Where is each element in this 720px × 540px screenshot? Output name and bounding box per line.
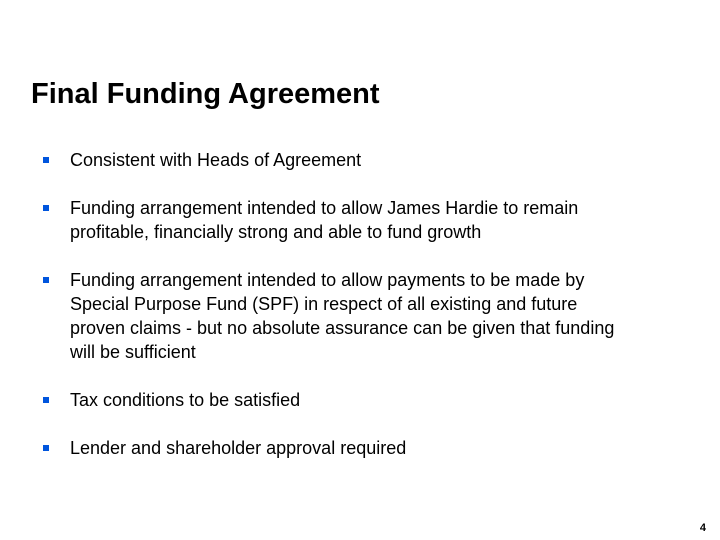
bullet-item bbox=[0, 436, 690, 460]
square-bullet-icon bbox=[43, 157, 49, 163]
bullet-text: Funding arrangement intended to allow James Hardie to remain profitable, financially strong and able to fund growth bbox=[70, 198, 579, 242]
bullet-item bbox=[0, 148, 690, 172]
bullet-text: Lender and shareholder approval required bbox=[70, 438, 407, 458]
bullet-list bbox=[0, 148, 720, 484]
bullet-item bbox=[0, 268, 690, 364]
square-bullet-icon bbox=[43, 277, 49, 283]
square-bullet-icon bbox=[43, 397, 49, 403]
bullet-text: Consistent with Heads of Agreement bbox=[70, 150, 362, 170]
bullet-text: Tax conditions to be satisfied bbox=[70, 390, 301, 410]
slide-title: Final Funding Agreement bbox=[31, 78, 380, 110]
bullet-item bbox=[0, 196, 690, 244]
bullet-text: Funding arrangement intended to allow payments to be made by Special Purpose Fund (SPF) in respect of all existing and future proven claims - but no absolute assurance can be given that funding will be sufficient bbox=[70, 270, 615, 362]
bullet-item bbox=[0, 388, 690, 412]
square-bullet-icon bbox=[43, 445, 49, 451]
square-bullet-icon bbox=[43, 205, 49, 211]
page-number: 4 bbox=[699, 522, 706, 534]
